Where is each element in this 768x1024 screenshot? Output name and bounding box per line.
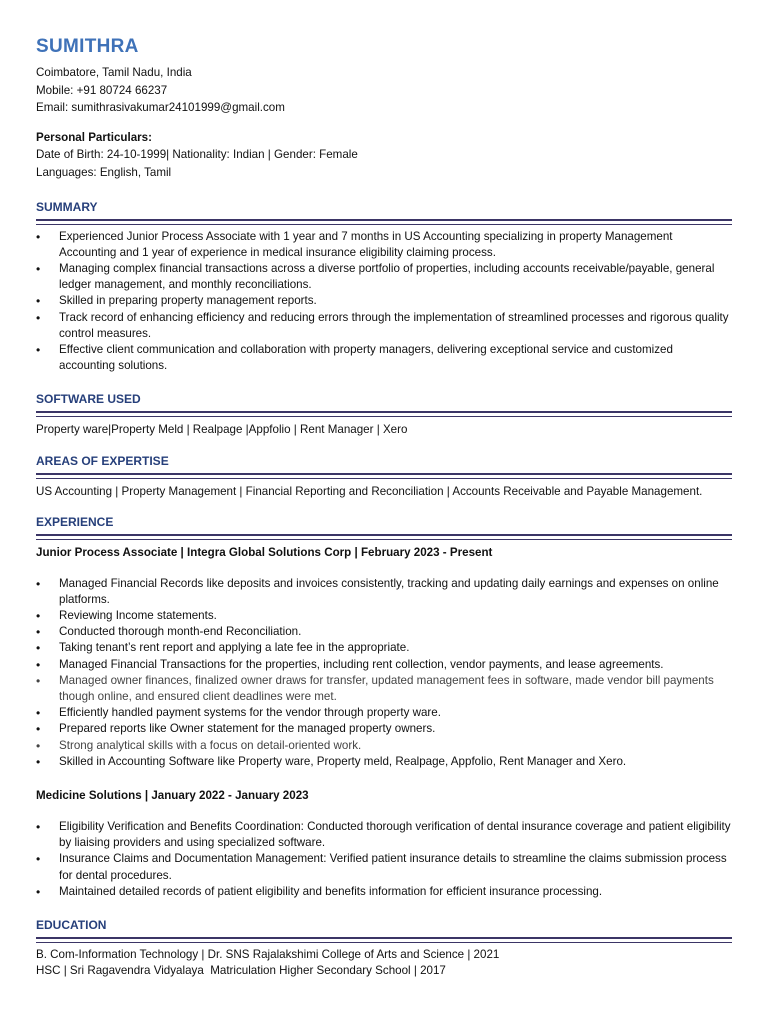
software-list: Property ware|Property Meld | Realpage |Appfolio | Rent Manager | Xero bbox=[36, 423, 408, 437]
experience-heading: EXPERIENCE bbox=[36, 514, 114, 529]
list-item: • Strong analytical skills with a focus on detail-oriented work. bbox=[36, 738, 732, 754]
list-item: • Track record of enhancing efficiency and reducing errors through the implementation of streamlined processes and rigorous quality control measures. bbox=[36, 310, 732, 342]
section-divider bbox=[36, 219, 732, 225]
list-item: • Effective client communication and collaboration with property managers, delivering exceptional service and customized accounting solutions. bbox=[36, 342, 732, 374]
list-item: • Conducted thorough month-end Reconciliation. bbox=[36, 624, 732, 640]
summary-heading: SUMMARY bbox=[36, 199, 98, 214]
list-item: • Taking tenant’s rent report and applying a late fee in the appropriate. bbox=[36, 640, 732, 656]
expertise-heading: AREAS OF EXPERTISE bbox=[36, 453, 169, 468]
section-divider bbox=[36, 473, 732, 479]
spacer bbox=[36, 561, 732, 576]
personal-title: Personal Particulars: bbox=[36, 130, 152, 144]
education-heading: EDUCATION bbox=[36, 918, 107, 933]
list-item: • Reviewing Income statements. bbox=[36, 608, 732, 624]
section-divider bbox=[36, 411, 732, 417]
list-item: • Efficiently handled payment systems for the vendor through property ware. bbox=[36, 705, 732, 721]
location: Coimbatore, Tamil Nadu, India bbox=[36, 66, 192, 79]
languages: Languages: English, Tamil bbox=[36, 165, 172, 179]
spacer bbox=[36, 804, 732, 819]
education-item: HSC | Sri Ragavendra Vidyalaya Matriculation Higher Secondary School | 2017 bbox=[36, 964, 446, 978]
section-divider bbox=[36, 534, 732, 540]
expertise-text: US Accounting | Property Management | Financial Reporting and Reconciliation | Accounts Receivable and Payable Management. bbox=[36, 484, 703, 498]
list-item: • Managed Financial Records like deposits and invoices consistently, tracking and updating daily earnings and expenses on online platforms. bbox=[36, 576, 732, 608]
candidate-name: SUMITHRA bbox=[36, 36, 139, 57]
list-item: • Managed owner finances, finalized owner draws for transfer, updated management fees in software, made vendor bill payments though online, and ensured client deadlines were met. bbox=[36, 673, 732, 705]
list-item: • Skilled in preparing property management reports. bbox=[36, 293, 732, 309]
list-item: • Maintained detailed records of patient eligibility and benefits information for efficient insurance processing. bbox=[36, 884, 732, 900]
job-heading: Medicine Solutions | January 2022 - January 2023 bbox=[36, 789, 309, 803]
summary-list bbox=[36, 229, 732, 375]
spacer bbox=[36, 117, 732, 129]
software-heading: SOFTWARE USED bbox=[36, 392, 141, 407]
job-duties-list bbox=[36, 576, 732, 770]
education-item: B. Com-Information Technology | Dr. SNS Rajalakshimi College of Arts and Science | 2021 bbox=[36, 948, 500, 962]
mobile: Mobile: +91 80724 66237 bbox=[36, 83, 168, 97]
list-item: • Managed Financial Transactions for the properties, including rent collection, vendor payments, and lease agreements. bbox=[36, 657, 732, 673]
list-item: • Prepared reports like Owner statement for the managed property owners. bbox=[36, 721, 732, 737]
list-item: • Managing complex financial transactions across a diverse portfolio of properties, including accounts receivable/payable, general ledger management, and monthly reconciliations. bbox=[36, 261, 732, 293]
list-item: • Skilled in Accounting Software like Property ware, Property meld, Realpage, Appfolio, Rent Manager and Xero. bbox=[36, 754, 732, 770]
job-duties-list bbox=[36, 819, 732, 900]
job-heading: Junior Process Associate | Integra Global Solutions Corp | February 2023 - Present bbox=[36, 545, 493, 559]
list-item: • Insurance Claims and Documentation Management: Verified patient insurance details to streamline the claims submission process for dental procedures. bbox=[36, 851, 732, 883]
list-item: • Eligibility Verification and Benefits Coordination: Conducted thorough verification of dental insurance coverage and patient eligibility by liaising providers and using specialized software. bbox=[36, 819, 732, 851]
email: Email: sumithrasivakumar24101999@gmail.com bbox=[36, 101, 285, 115]
personal-details: Date of Birth: 24-10-1999| Nationality: Indian | Gender: Female bbox=[36, 148, 358, 162]
section-divider bbox=[36, 937, 732, 943]
list-item: • Experienced Junior Process Associate with 1 year and 7 months in US Accounting specializing in property Management Accounting and 1 year of experience in medical insurance eligibility claiming process. bbox=[36, 229, 732, 261]
